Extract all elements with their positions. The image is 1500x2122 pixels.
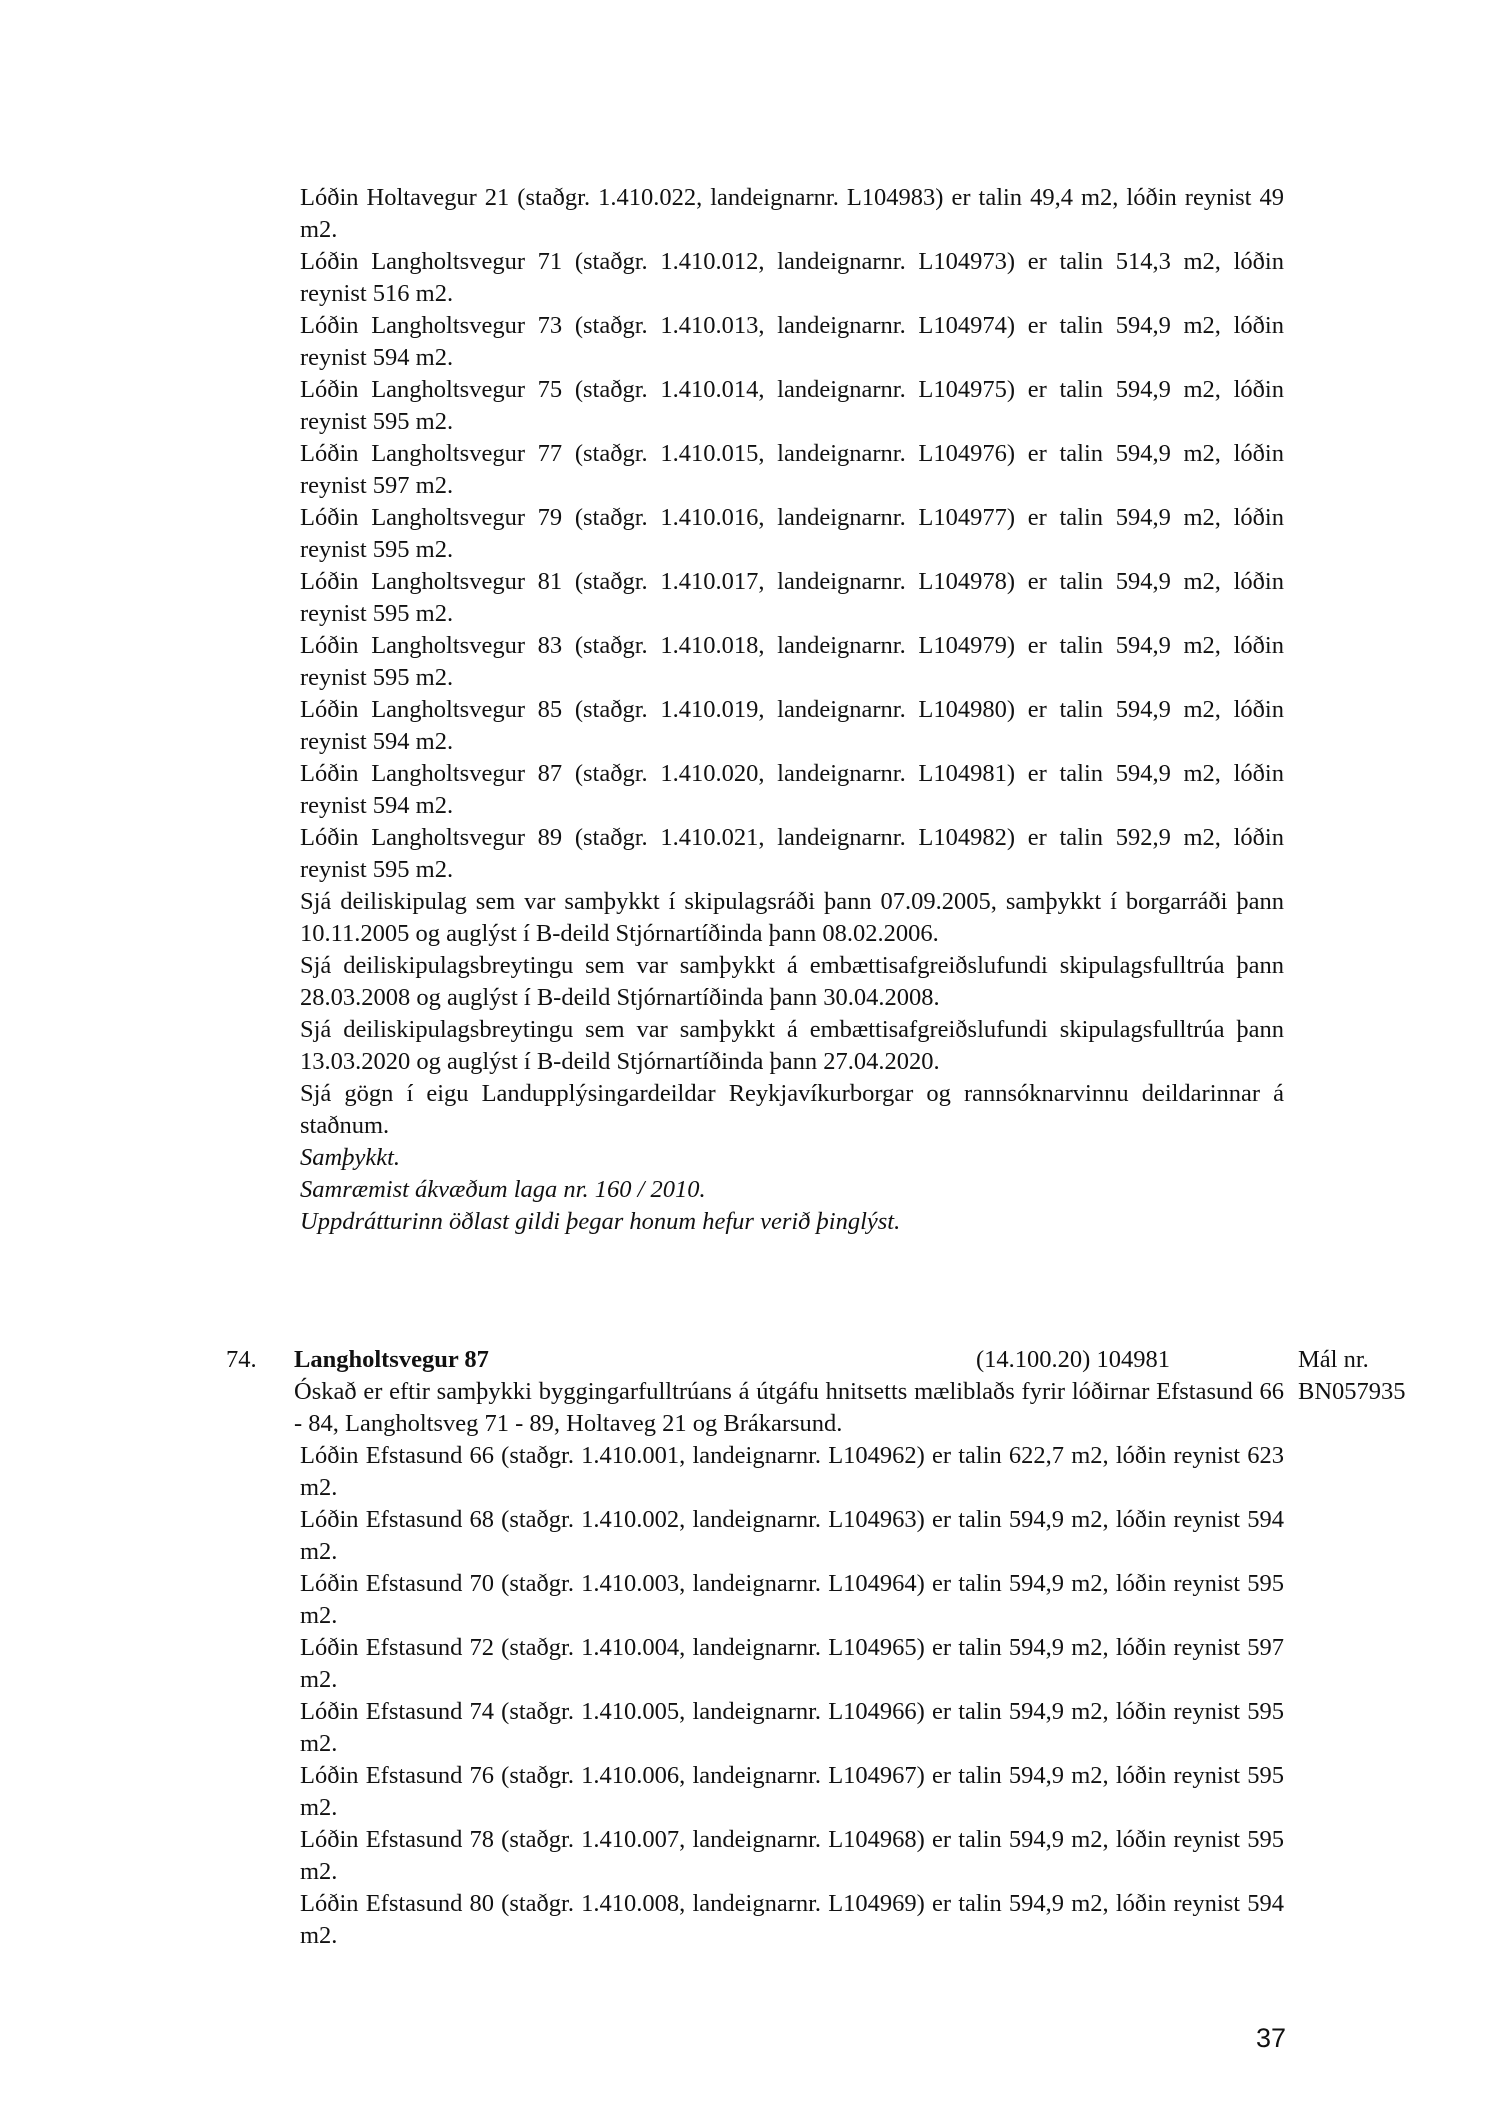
lot-line: Lóðin Efstasund 74 (staðgr. 1.410.005, landeignarnr. L104966) er talin 594,9 m2, lóðin reynist 595 m2.	[300, 1698, 1284, 1757]
lot-line: Lóðin Langholtsvegur 89 (staðgr. 1.410.021, landeignarnr. L104982) er talin 592,9 m2, lóðin reynist 595 m2.	[300, 824, 1284, 883]
reference-paragraph: Sjá deiliskipulag sem var samþykkt í skipulagsráði þann 07.09.2005, samþykkt í borgarráði þann 10.11.2005 og auglýst í B-deild Stjórnartíðinda þann 08.02.2006.	[300, 888, 1284, 947]
decision-law: Samræmist ákvæðum laga nr. 160 / 2010.	[300, 1176, 706, 1203]
lot-line: Lóðin Efstasund 78 (staðgr. 1.410.007, landeignarnr. L104968) er talin 594,9 m2, lóðin reynist 595 m2.	[300, 1826, 1284, 1885]
lot-line: Lóðin Langholtsvegur 75 (staðgr. 1.410.014, landeignarnr. L104975) er talin 594,9 m2, lóðin reynist 595 m2.	[300, 376, 1284, 435]
lot-line: Lóðin Efstasund 70 (staðgr. 1.410.003, landeignarnr. L104964) er talin 594,9 m2, lóðin reynist 595 m2.	[300, 1570, 1284, 1629]
case-body	[294, 1376, 1284, 1952]
lot-line: Lóðin Efstasund 66 (staðgr. 1.410.001, landeignarnr. L104962) er talin 622,7 m2, lóðin reynist 623 m2.	[300, 1442, 1284, 1501]
case-title: Langholtsvegur 87	[294, 1346, 489, 1373]
lot-line: Lóðin Langholtsvegur 77 (staðgr. 1.410.015, landeignarnr. L104976) er talin 594,9 m2, lóðin reynist 597 m2.	[300, 440, 1284, 499]
decision-approved: Samþykkt.	[300, 1144, 400, 1171]
lot-line: Lóðin Langholtsvegur 81 (staðgr. 1.410.017, landeignarnr. L104978) er talin 594,9 m2, lóðin reynist 595 m2.	[300, 568, 1284, 627]
lot-line: Lóðin Holtavegur 21 (staðgr. 1.410.022, landeignarnr. L104983) er talin 49,4 m2, lóðin reynist 49 m2.	[300, 184, 1284, 243]
lot-line: Lóðin Langholtsvegur 87 (staðgr. 1.410.020, landeignarnr. L104981) er talin 594,9 m2, lóðin reynist 594 m2.	[300, 760, 1284, 819]
lot-line: Lóðin Efstasund 80 (staðgr. 1.410.008, landeignarnr. L104969) er talin 594,9 m2, lóðin reynist 594 m2.	[300, 1890, 1284, 1949]
lot-list-top	[300, 182, 1284, 1238]
case-header	[226, 1344, 1406, 1405]
case-description: Óskað er eftir samþykki byggingarfulltrúans á útgáfu hnitsetts mæliblaðs fyrir lóðirnar Efstasund 66 - 84, Langholtsveg 71 - 89, Holtaveg 21 og Brákarsund.	[294, 1378, 1284, 1437]
lot-line: Lóðin Efstasund 72 (staðgr. 1.410.004, landeignarnr. L104965) er talin 594,9 m2, lóðin reynist 597 m2.	[300, 1634, 1284, 1693]
reference-paragraph: Sjá gögn í eigu Landupplýsingardeildar Reykjavíkurborgar og rannsóknarvinnu deildarinnar á staðnum.	[300, 1080, 1284, 1139]
lot-line: Lóðin Efstasund 68 (staðgr. 1.410.002, landeignarnr. L104963) er talin 594,9 m2, lóðin reynist 594 m2.	[300, 1506, 1284, 1565]
lot-line: Lóðin Langholtsvegur 79 (staðgr. 1.410.016, landeignarnr. L104977) er talin 594,9 m2, lóðin reynist 595 m2.	[300, 504, 1284, 563]
lot-line: Lóðin Langholtsvegur 73 (staðgr. 1.410.013, landeignarnr. L104974) er talin 594,9 m2, lóðin reynist 594 m2.	[300, 312, 1284, 371]
case-id: Mál nr. BN057935	[1298, 1346, 1406, 1405]
case-reference: (14.100.20) 104981	[976, 1346, 1170, 1373]
decision-validity: Uppdrátturinn öðlast gildi þegar honum hefur verið þinglýst.	[300, 1208, 901, 1235]
case-number: 74.	[226, 1346, 257, 1373]
lot-list-case	[294, 1440, 1284, 1952]
lot-line: Lóðin Langholtsvegur 85 (staðgr. 1.410.019, landeignarnr. L104980) er talin 594,9 m2, lóðin reynist 594 m2.	[300, 696, 1284, 755]
page-number: 37	[1255, 2023, 1286, 2053]
lot-line: Lóðin Langholtsvegur 83 (staðgr. 1.410.018, landeignarnr. L104979) er talin 594,9 m2, lóðin reynist 595 m2.	[300, 632, 1284, 691]
lot-line: Lóðin Efstasund 76 (staðgr. 1.410.006, landeignarnr. L104967) er talin 594,9 m2, lóðin reynist 595 m2.	[300, 1762, 1284, 1821]
reference-paragraph: Sjá deiliskipulagsbreytingu sem var samþykkt á embættisafgreiðslufundi skipulagsfulltrúa þann 13.03.2020 og auglýst í B-deild Stjórnartíðinda þann 27.04.2020.	[300, 1016, 1284, 1075]
reference-paragraph: Sjá deiliskipulagsbreytingu sem var samþykkt á embættisafgreiðslufundi skipulagsfulltrúa þann 28.03.2008 og auglýst í B-deild Stjórnartíðinda þann 30.04.2008.	[300, 952, 1284, 1011]
lot-line: Lóðin Langholtsvegur 71 (staðgr. 1.410.012, landeignarnr. L104973) er talin 514,3 m2, lóðin reynist 516 m2.	[300, 248, 1284, 307]
